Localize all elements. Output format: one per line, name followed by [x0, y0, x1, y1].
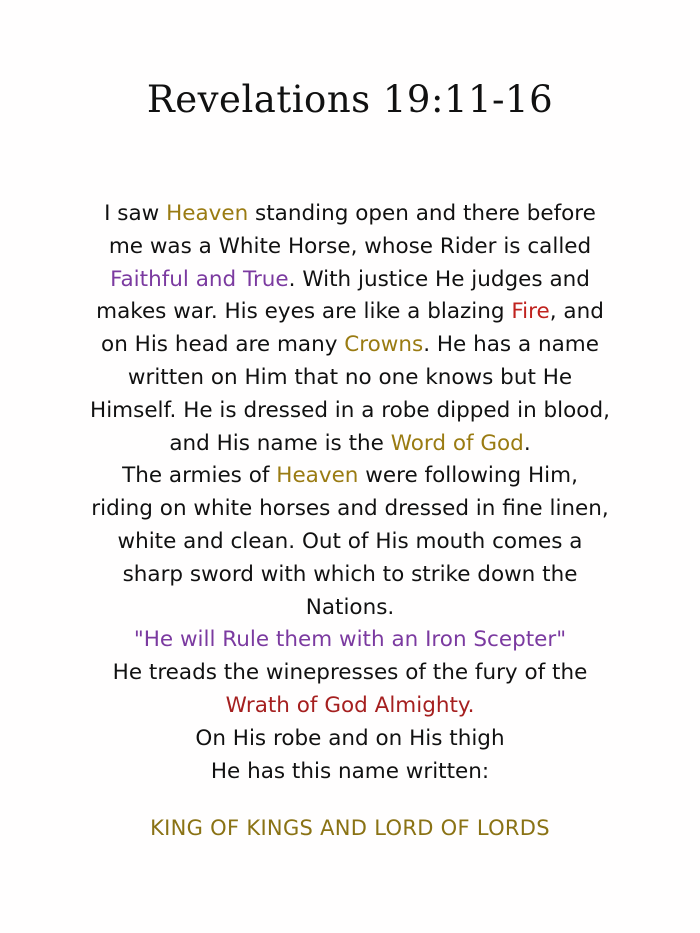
highlight-word-of-god: Word of God [390, 430, 524, 456]
verse-line-7: Himself. He is dressed in a robe dipped in blood, [90, 397, 610, 423]
verse-text-span: on His head are many [101, 332, 345, 358]
verse-text-span: and His name is the [169, 430, 391, 456]
verse-text-span: The armies of [122, 463, 277, 489]
verse-line-4 [20, 296, 680, 329]
verse-line-1 [20, 198, 680, 231]
king-of-kings-heading: KING OF KINGS AND LORD OF LORDS [150, 816, 550, 840]
verse-line-15: He treads the winepresses of the fury of the [112, 660, 588, 686]
highlight-heaven: Heaven [276, 463, 359, 489]
verse-line-12: sharp sword with which to strike down the [122, 561, 578, 587]
page-title: Revelations 19:11-16 [146, 78, 554, 121]
highlight-faithful-and-true: Faithful and True [110, 266, 289, 292]
verse-text-span: , and [549, 299, 604, 325]
verse-line-iron-scepter: "He will Rule them with an Iron Scepter" [133, 627, 567, 653]
verse-text-span: standing open and there before [248, 201, 596, 226]
verse-text-span: . He has a name [423, 332, 599, 358]
verse-text-span: were following Him, [358, 463, 578, 489]
verse-text-span: . With justice He judges and [288, 266, 590, 292]
verse-line-9 [20, 460, 680, 493]
verse-line-2: me was a White Horse, whose Rider is called [108, 233, 592, 259]
verse-text [20, 198, 680, 788]
verse-line-6: written on Him that no one knows but He [127, 364, 573, 390]
highlight-fire: Fire [511, 299, 550, 325]
verse-line-17: On His robe and on His thigh [195, 725, 505, 751]
verse-line-11: white and clean. Out of His mouth comes a [117, 528, 583, 554]
verse-line-13: Nations. [305, 594, 395, 620]
verse-line-wrath-of-god: Wrath of God Almighty. [225, 692, 475, 718]
verse-text-span: . [523, 430, 531, 456]
verse-line-8 [20, 428, 680, 461]
highlight-crowns: Crowns [344, 332, 424, 358]
verse-text-span: I saw [104, 201, 167, 226]
verse-line-5 [20, 329, 680, 362]
highlight-heaven: Heaven [166, 201, 249, 226]
verse-line-18: He has this name written: [210, 758, 490, 784]
verse-text-span: makes war. His eyes are like a blazing [96, 299, 512, 325]
verse-line-10: riding on white horses and dressed in fine linen, [91, 496, 609, 522]
verse-line-3 [20, 264, 680, 297]
